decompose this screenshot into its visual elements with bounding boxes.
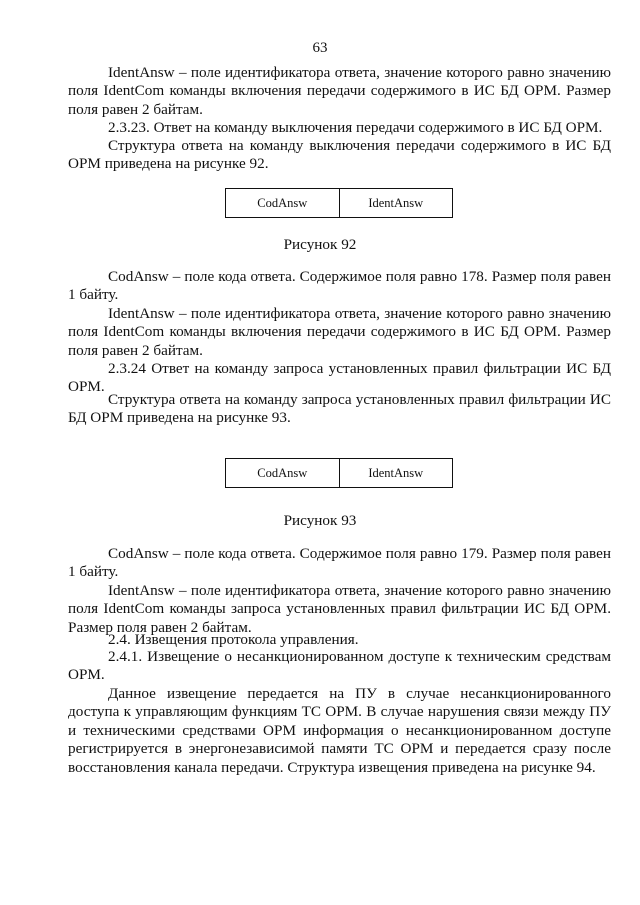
paragraph-identansw-1: IdentAnsw – поле идентификатора ответа, значение которого равно значению поля IdentCom команды включения передачи содержимого в ИС БД ОРМ. Размер поля равен 2 байтам. (68, 64, 611, 118)
section-2-4-1-heading: 2.4.1. Извещение о несанкционированном доступе к техническим средствам ОРМ. (68, 648, 611, 684)
paragraph-codansw-178: CodAnsw – поле кода ответа. Содержимое поля равно 178. Размер поля равен 1 байту. (68, 268, 611, 304)
figure-92-identansw-field: IdentAnsw (339, 189, 453, 217)
paragraph-codansw-179: CodAnsw – поле кода ответа. Содержимое поля равно 179. Размер поля равен 1 байту. (68, 545, 611, 581)
paragraph-structure-92: Структура ответа на команду выключения передачи содержимого в ИС БД ОРМ приведена на рисунке 92. (68, 137, 611, 173)
paragraph-identansw-2: IdentAnsw – поле идентификатора ответа, значение которого равно значению поля IdentCom команды включения передачи содержимого в ИС БД ОРМ. Размер поля равен 2 байтам. (68, 305, 611, 359)
figure-92-diagram (225, 188, 453, 218)
section-2-3-24-heading: 2.3.24 Ответ на команду запроса установленных правил фильтрации ИС БД ОРМ. (68, 360, 611, 396)
figure-93-identansw-field: IdentAnsw (339, 459, 453, 487)
paragraph-structure-93: Структура ответа на команду запроса установленных правил фильтрации ИС БД ОРМ приведена на рисунке 93. (68, 391, 611, 427)
figure-93-diagram (225, 458, 453, 488)
section-2-4-heading: 2.4. Извещения протокола управления. (108, 631, 359, 648)
page-number: 63 (312, 40, 328, 56)
figure-92-caption: Рисунок 92 (283, 236, 357, 253)
paragraph-identansw-3: IdentAnsw – поле идентификатора ответа, значение которого равно значению поля IdentCom команды запроса установленных правил фильтрации ИС БД ОРМ. Размер поля равен 2 байтам. (68, 582, 611, 636)
figure-92-codansw-field: CodAnsw (257, 195, 308, 210)
section-2-3-23-heading: 2.3.23. Ответ на команду выключения передачи содержимого в ИС БД ОРМ. (108, 119, 603, 136)
paragraph-notification: Данное извещение передается на ПУ в случае несанкционированного доступа к управляющим функциям ТС ОРМ. В случае нарушения связи между ПУ и техническими средствами ОРМ информация о несанкционированном доступе регистрируется в энергонезависимой памяти ТС ОРМ и передается сразу после восстановления канала передачи. Структура извещения приведена на рисунке 94. (68, 685, 611, 776)
figure-93-caption: Рисунок 93 (283, 512, 357, 529)
figure-93-codansw-field: CodAnsw (257, 465, 308, 480)
